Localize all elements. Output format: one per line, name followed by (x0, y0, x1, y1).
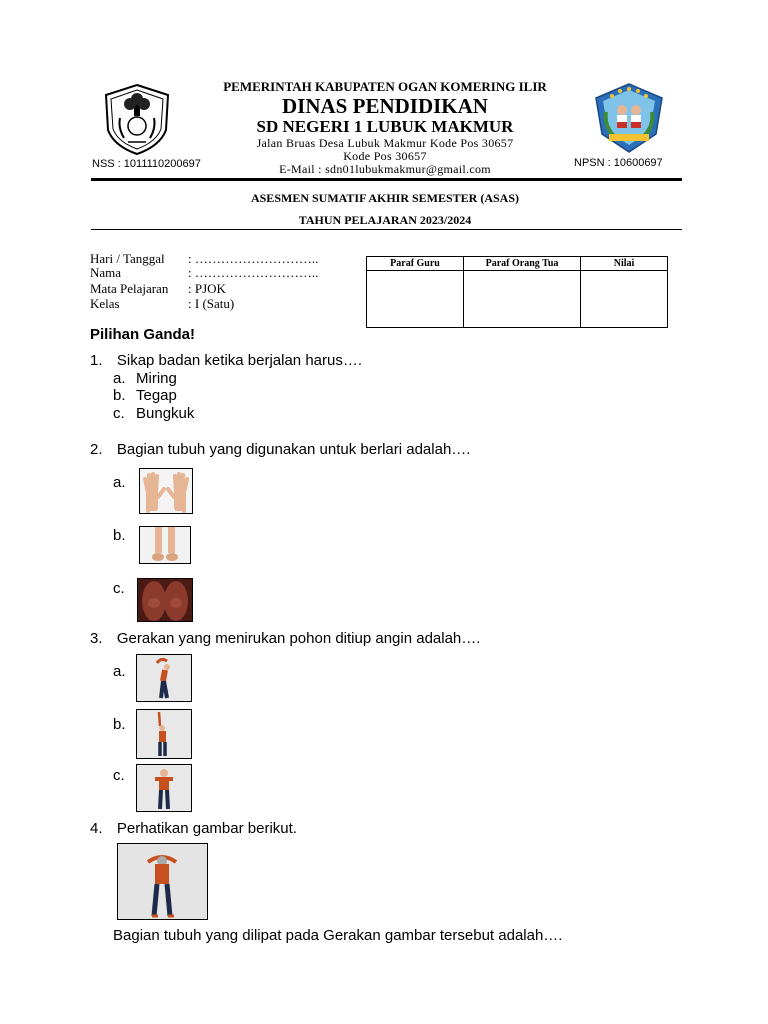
info-label: Nama (90, 265, 122, 280)
option-text: Tegap (136, 387, 177, 404)
option-1a[interactable] (113, 370, 177, 388)
option-1b[interactable] (113, 387, 177, 405)
question-4 (90, 820, 297, 838)
info-label: Mata Pelajaran (90, 281, 169, 296)
question-3 (90, 630, 480, 648)
question-2 (90, 441, 470, 459)
department-name: DINAS PENDIDIKAN (282, 94, 488, 118)
option-3b-letter[interactable]: b. (113, 716, 126, 733)
question-4-followup: Bagian tubuh yang dilipat pada Gerakan gambar tersebut adalah…. (113, 927, 563, 944)
option-3c-letter[interactable]: c. (113, 767, 125, 784)
info-value: : PJOK (188, 281, 226, 296)
npsn-number: NPSN : 10600697 (574, 157, 663, 169)
question-text: Perhatikan gambar berikut. (116, 820, 297, 837)
feet-photo[interactable] (139, 526, 191, 564)
option-text: Miring (136, 370, 177, 387)
option-letter: a. (113, 370, 126, 387)
section-title: Pilihan Ganda! (90, 326, 196, 343)
stretching-arms-photo (117, 843, 208, 920)
signature-header-score: Nilai (581, 257, 668, 271)
signature-table (366, 256, 668, 328)
info-label: Kelas (90, 296, 120, 311)
knees-photo[interactable] (137, 578, 193, 622)
side-bend-photo[interactable] (136, 654, 192, 702)
question-number: 2. (90, 441, 103, 458)
question-text: Gerakan yang menirukan pohon ditiup angin adalah…. (116, 630, 481, 647)
school-email: E-Mail : sdn01lubukmakmur@gmail.com (279, 162, 491, 176)
option-2a-letter[interactable]: a. (113, 474, 126, 491)
signature-cell-score[interactable] (581, 271, 668, 328)
info-value: : ……………………….. (188, 265, 319, 280)
question-text: Bagian tubuh yang digunakan untuk berlari adalah…. (116, 441, 471, 458)
info-row-name (90, 265, 350, 281)
option-letter: b. (113, 387, 126, 404)
signature-header-parent: Paraf Orang Tua (464, 257, 581, 271)
header-divider (91, 178, 682, 181)
question-number: 1. (90, 352, 103, 369)
option-letter: c. (113, 405, 125, 422)
postal-code: Kode Pos 30657 (343, 149, 427, 163)
option-3a-letter[interactable]: a. (113, 663, 126, 680)
exam-title: ASESMEN SUMATIF AKHIR SEMESTER (ASAS) (250, 191, 520, 205)
question-1 (90, 352, 362, 370)
signature-cell-teacher[interactable] (367, 271, 464, 328)
option-text: Bungkuk (136, 405, 195, 422)
standing-photo[interactable] (136, 764, 192, 812)
question-text: Sikap badan ketika berjalan harus…. (116, 352, 363, 369)
question-number: 4. (90, 820, 103, 837)
option-2b-letter[interactable]: b. (113, 527, 126, 544)
government-name: PEMERINTAH KABUPATEN OGAN KOMERING ILIR (223, 79, 547, 94)
school-name: SD NEGERI 1 LUBUK MAKMUR (256, 117, 514, 136)
info-value: : I (Satu) (188, 296, 235, 311)
option-1c[interactable] (113, 405, 194, 423)
hands-photo[interactable] (139, 468, 193, 514)
nss-number: NSS : 1011110200697 (92, 158, 201, 170)
title-divider (91, 229, 682, 230)
option-2c-letter[interactable]: c. (113, 580, 125, 597)
info-row-subject (90, 281, 350, 297)
signature-cell-parent[interactable] (464, 271, 581, 328)
info-label: Hari / Tanggal (90, 251, 165, 266)
school-address: Jalan Bruas Desa Lubuk Makmur Kode Pos 30657 (256, 136, 514, 150)
signature-header-teacher: Paraf Guru (367, 257, 464, 271)
exam-year: TAHUN PELAJARAN 2023/2024 (298, 213, 472, 227)
info-value: : ……………………….. (188, 251, 319, 266)
info-row-class (90, 296, 350, 312)
arm-raise-photo[interactable] (136, 709, 192, 759)
question-number: 3. (90, 630, 103, 647)
